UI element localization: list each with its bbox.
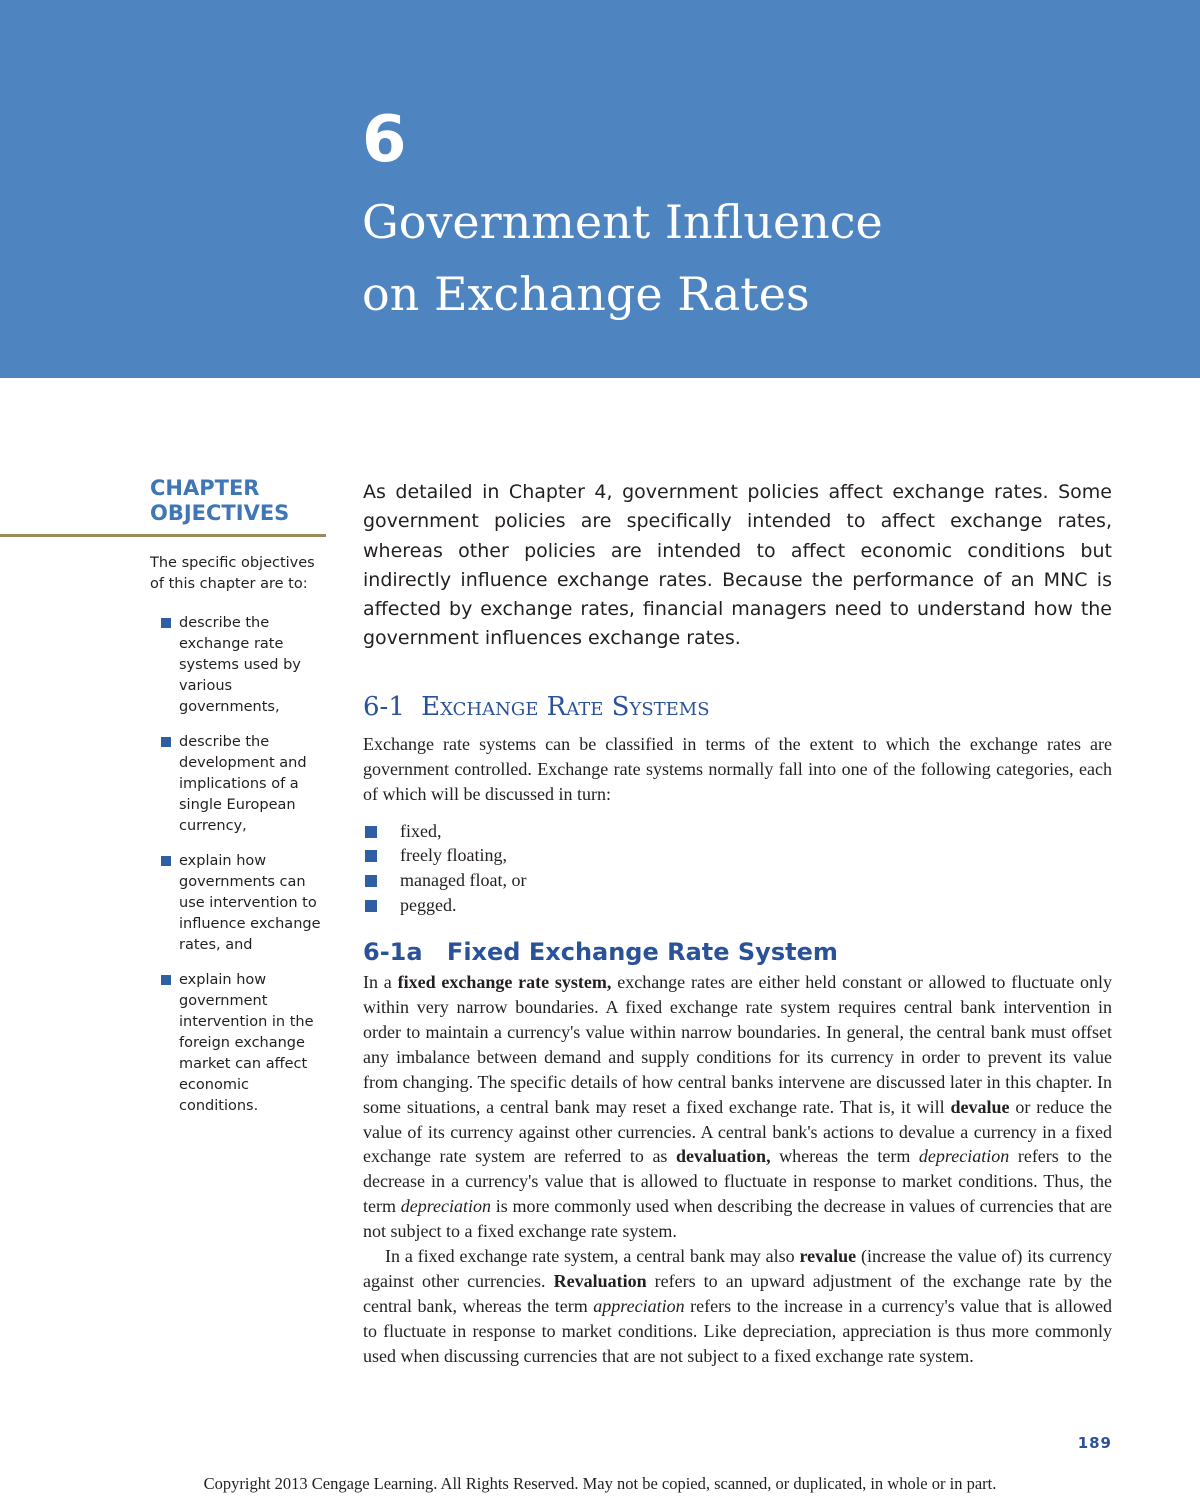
objectives-list xyxy=(0,613,326,1117)
objectives-intro: The specific objectives of this chapter are to: xyxy=(150,555,315,592)
square-bullet-icon xyxy=(161,737,171,747)
category-text: fixed, xyxy=(400,820,442,841)
section-number: 6-1 xyxy=(363,691,405,722)
emphasized-term: appreciation xyxy=(593,1295,685,1316)
page-number: 189 xyxy=(1077,1434,1112,1452)
section-heading xyxy=(363,690,1112,724)
objective-text: describe the exchange rate systems used by various governments, xyxy=(179,615,301,715)
square-bullet-icon xyxy=(161,975,171,985)
objectives-divider xyxy=(0,534,326,537)
category-text: managed float, or xyxy=(400,870,527,891)
subsection-heading xyxy=(363,936,1112,968)
section-body-paragraph: Exchange rate systems can be classified in terms of the extent to which the exchange rates are government controlled. Exchange rate systems normally fall into one of the following categories, each of which will be discussed in turn: xyxy=(363,733,1112,804)
chapter-title xyxy=(362,186,883,330)
square-bullet-icon xyxy=(365,850,377,862)
objective-text: explain how government intervention in the foreign exchange market can affect economic conditions. xyxy=(179,972,314,1114)
chapter-banner xyxy=(0,0,1200,378)
exchange-rate-categories-list xyxy=(363,819,1112,919)
copyright-notice: Copyright 2013 Cengage Learning. All Rights Reserved. May not be copied, scanned, or duplicated, in whole or in part. xyxy=(203,1474,997,1493)
section-title: Exchange Rate Systems xyxy=(421,691,710,722)
fixed-rate-paragraph-1: In a fixed exchange rate system, exchange rates are either held constant or allowed to fluctuate only within very narrow boundaries. A fixed exchange rate system requires central bank intervention in order to maintain a currency's value within narrow boundaries. In general, the central bank must offset any imbalance between demand and supply conditions for its currency in order to prevent its value from changing. The specific details of how central banks intervene are discussed later in this chapter. In some situations, a central bank may reset a fixed exchange rate. That is, it will devalue or reduce the value of its currency against other currencies. A central bank's actions to devalue a currency in a fixed exchange rate system are referred to as devaluation, whereas the term depreciation refers to the decrease in a currency's value that is allowed to fluctuate in response to market conditions. Thus, the term depreciation is more commonly used when describing the decrease in values of currencies that are not subject to a fixed exchange rate system. xyxy=(363,972,1113,1242)
key-term: devalue xyxy=(950,1096,1010,1117)
chapter-number: 6 xyxy=(362,103,407,177)
category-item xyxy=(363,893,1112,918)
objectives-heading-line-1: CHAPTER xyxy=(150,476,260,500)
square-bullet-icon xyxy=(161,856,171,866)
square-bullet-icon xyxy=(365,875,377,887)
objective-text: explain how governments can use intervention to influence exchange rates, and xyxy=(179,853,321,953)
objectives-heading-line-2: OBJECTIVES xyxy=(150,501,290,525)
subsection-number: 6-1a xyxy=(363,938,423,967)
key-term: fixed exchange rate system, xyxy=(397,972,612,993)
objective-item xyxy=(179,732,327,837)
key-term: Revaluation xyxy=(553,1271,647,1291)
category-item xyxy=(363,868,1112,893)
square-bullet-icon xyxy=(365,900,377,912)
category-item xyxy=(363,843,1112,868)
objective-item xyxy=(179,613,327,718)
chapter-title-line-1: Government Influence xyxy=(362,195,883,249)
category-text: pegged. xyxy=(400,895,457,916)
main-content xyxy=(363,478,1112,1369)
square-bullet-icon xyxy=(161,618,171,628)
category-item xyxy=(363,819,1112,844)
emphasized-term: depreciation xyxy=(918,1146,1010,1167)
fixed-rate-paragraph-2: In a fixed exchange rate system, a central bank may also revalue (increase the value of) its currency against other currencies. Revaluation refers to an upward adjustment of the exchange rate by the central bank, whereas the term appreciation refers to the increase in a currency's value that is allowed to fluctuate in response to market conditions. Like depreciation, appreciation is thus more commonly used when discussing currencies that are not subject to a fixed exchange rate system. xyxy=(363,1246,1113,1366)
objectives-heading xyxy=(150,476,326,526)
category-text: freely floating, xyxy=(400,845,507,866)
subsection-title: Fixed Exchange Rate System xyxy=(446,938,838,967)
objective-item xyxy=(179,970,327,1117)
key-term: devaluation, xyxy=(676,1146,771,1167)
objective-item xyxy=(179,851,327,956)
chapter-title-line-2: on Exchange Rates xyxy=(362,267,810,321)
chapter-intro-paragraph: As detailed in Chapter 4, government policies affect exchange rates. Some government policies are specifically intended to affect exchange rates, whereas other policies are intended to affect economic conditions but indirectly influence exchange rates. Because the performance of an MNC is affected by exchange rates, financial managers need to understand how the government influences exchange rates. xyxy=(363,481,1112,650)
key-term: revalue xyxy=(799,1246,857,1267)
chapter-objectives-sidebar xyxy=(0,476,326,1131)
objective-text: describe the development and implications of a single European currency, xyxy=(179,734,307,834)
square-bullet-icon xyxy=(365,826,377,838)
emphasized-term: depreciation xyxy=(400,1196,492,1217)
